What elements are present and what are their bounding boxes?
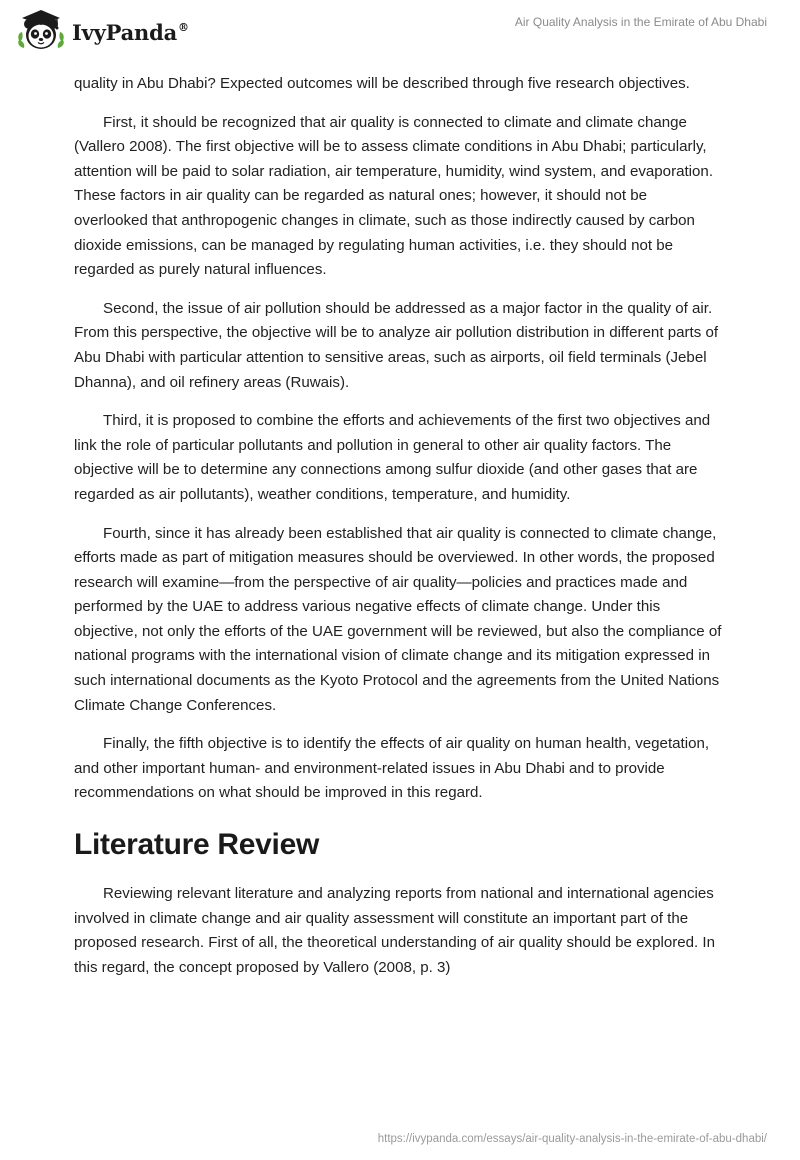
paragraph-objective-3: Third, it is proposed to combine the efforts and achievements of the first two objectives and link the role of particular pollutants and pollution in general to other air quality factors. The objective will be to determine any connections among sulfur dioxide (and other gases that are regarded as air pollutants), weather conditions, temperature, and humidity. [74,412,711,503]
logo-text: IvyPanda [72,19,178,45]
paragraph-continuation: quality in Abu Dhabi? Expected outcomes will be described through five research objectives. [74,75,690,92]
registered-mark: ® [178,20,189,34]
paragraph-objective-1: First, it should be recognized that air quality is connected to climate and climate change (Vallero 2008). The first objective will be to assess climate conditions in Abu Dhabi; particularly, attention will be paid to solar radiation, air temperature, humidity, wind system, and evaporation. These factors in air quality can be regarded as natural ones; however, it should not be overlooked that anthropogenic changes in climate, such as those indirectly caused by carbon dioxide emissions, can be managed by regulating human activities, i.e. they should not be regarded as purely natural influences. [74,113,714,279]
paragraph-objective-2: Second, the issue of air pollution should be addressed as a major factor in the quality of air. From this perspective, the objective will be to analyze air pollution distribution in different parts of Abu Dhabi with particular attention to sensitive areas, such as airports, oil field terminals (Jebel Dhanna), and oil refinery areas (Ruwais). [74,299,719,391]
essay-content [74,72,724,994]
logo-wordmark [72,20,189,45]
footer-url[interactable]: https://ivypanda.com/essays/air-quality-analysis-in-the-emirate-of-abu-dhabi/ [377,1133,767,1145]
paragraph-objective-4: Fourth, since it has already been established that air quality is connected to climate change, efforts made as part of mitigation measures should be overviewed. In other words, the proposed research will examine—from the perspective of air quality—policies and practices made and performed by the UAE to address various negative effects of climate change. Under this objective, not only the efforts of the UAE government will be reviewed, but also the compliance of national programs with the international vision of climate change and its mitigation expressed in such international documents as the Kyoto Protocol and the agreements from the United Nations Climate Change Conferences. [74,524,722,714]
ivypanda-logo[interactable] [16,8,189,54]
page-header [0,0,800,60]
panda-graduate-icon [16,8,66,54]
paragraph-objective-5: Finally, the fifth objective is to identify the effects of air quality on human health, vegetation, and other important human- and environment-related issues in Abu Dhabi and to provide recommendations on what should be improved in this regard. [74,735,710,802]
section-heading: Literature Review [74,828,319,862]
paragraph-literature-review: Reviewing relevant literature and analyzing reports from national and international agencies involved in climate change and air quality assessment will constitute an important part of the proposed research. First of all, the theoretical understanding of air quality should be explored. In this regard, the concept proposed by Vallero (2008, p. 3) [74,885,716,976]
document-title: Air Quality Analysis in the Emirate of Abu Dhabi [514,15,767,29]
